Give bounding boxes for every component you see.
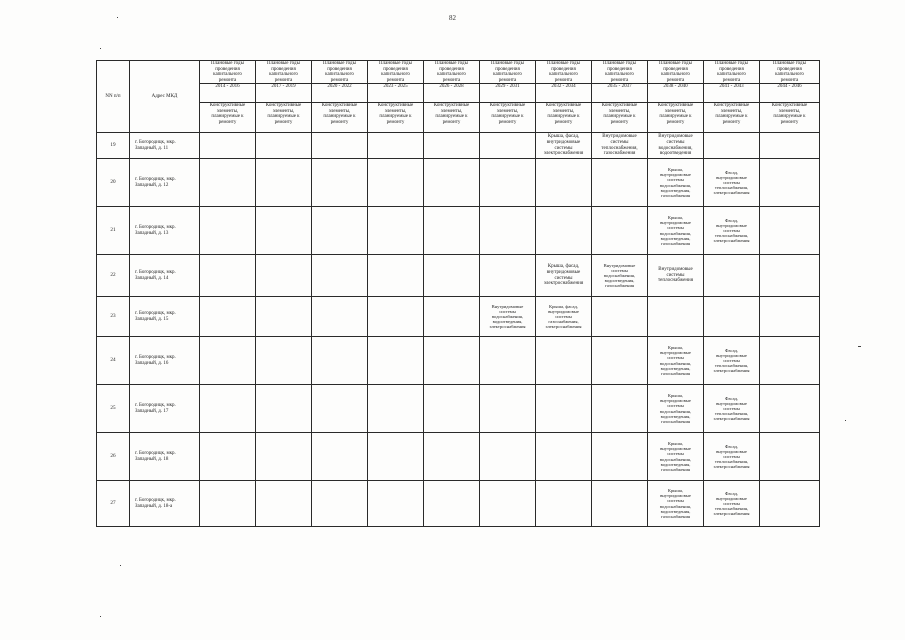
repair-elements-cell	[592, 297, 648, 337]
repair-elements-cell	[592, 207, 648, 255]
repair-elements-cell	[200, 159, 256, 207]
period-heading-text: Плановые годы проведения капитального ремонта	[547, 61, 580, 83]
period-years: 2026 - 2028	[424, 83, 479, 90]
repair-elements-cell	[200, 433, 256, 481]
repair-elements-cell	[424, 337, 480, 385]
repair-elements-cell	[424, 481, 480, 527]
repair-elements-cell: Внутридомовые системы теплоснабжения	[648, 255, 704, 297]
repair-elements-cell	[480, 385, 536, 433]
period-header-0	[200, 61, 256, 103]
repair-elements-cell	[536, 337, 592, 385]
period-years: 2020 - 2022	[312, 83, 367, 90]
repair-elements-cell	[368, 481, 424, 527]
scan-speck	[858, 346, 861, 347]
repair-elements-cell	[424, 207, 480, 255]
table-row	[97, 133, 820, 159]
element-header-4: Конструктивные элементы, планируемые к ремонту	[424, 103, 480, 133]
element-header-7: Конструктивные элементы, планируемые к ремонту	[592, 103, 648, 133]
num-column-header: NN п/п	[97, 61, 130, 133]
element-header-8: Конструктивные элементы, планируемые к ремонту	[648, 103, 704, 133]
repair-elements-cell	[480, 433, 536, 481]
period-heading-text: Плановые годы проведения капитального ремонта	[379, 61, 412, 83]
period-header-7	[592, 61, 648, 103]
repair-elements-cell: Фасад, внутридомовые системы теплоснабжения, электроснабжения	[704, 385, 760, 433]
element-header-5: Конструктивные элементы, планируемые к ремонту	[480, 103, 536, 133]
row-number: 25	[97, 385, 130, 433]
repair-elements-cell	[368, 433, 424, 481]
repair-elements-cell: Фасад, внутридомовые системы теплоснабжения, электроснабжения	[704, 159, 760, 207]
repair-elements-cell: Крыша, фасад, внутридомовые системы электроснабжения	[536, 133, 592, 159]
repair-elements-cell: Фасад, внутридомовые системы теплоснабжения, электроснабжения	[704, 207, 760, 255]
repair-elements-cell	[312, 255, 368, 297]
repair-elements-cell	[760, 255, 820, 297]
table-row	[97, 481, 820, 527]
element-header-0: Конструктивные элементы, планируемые к ремонту	[200, 103, 256, 133]
period-heading-text: Плановые годы проведения капитального ремонта	[323, 61, 356, 83]
table-row	[97, 207, 820, 255]
period-heading-text: Плановые годы проведения капитального ремонта	[659, 61, 692, 83]
period-header-6	[536, 61, 592, 103]
period-years: 2032 - 2034	[536, 83, 591, 90]
repair-elements-cell	[480, 159, 536, 207]
row-address: г. Богородицк, мкр. Западный, д. 18	[130, 433, 200, 481]
repair-elements-cell	[256, 297, 312, 337]
table-row	[97, 159, 820, 207]
repair-elements-cell: Крыша, внутридомовые системы водоснабжения, водоотведения, газоснабжения	[648, 433, 704, 481]
repair-elements-cell	[368, 337, 424, 385]
page-number: 82	[449, 14, 456, 22]
repair-elements-cell	[592, 159, 648, 207]
element-header-10: Конструктивные элементы, планируемые к ремонту	[760, 103, 820, 133]
repair-elements-cell: Крыша, внутридомовые системы водоснабжения, водоотведения, газоснабжения	[648, 385, 704, 433]
repair-elements-cell	[200, 133, 256, 159]
repair-elements-cell	[424, 133, 480, 159]
repair-elements-cell	[424, 433, 480, 481]
row-address: г. Богородицк, мкр. Западный, д. 16	[130, 337, 200, 385]
period-header-3	[368, 61, 424, 103]
repair-elements-cell	[760, 481, 820, 527]
element-header-1: Конструктивные элементы, планируемые к ремонту	[256, 103, 312, 133]
repair-elements-cell	[368, 133, 424, 159]
repair-elements-cell	[424, 159, 480, 207]
repair-elements-cell	[536, 481, 592, 527]
repair-elements-cell: Крыша, фасад, внутридомовые системы газоснабжения, электроснабжения	[536, 297, 592, 337]
repair-elements-cell	[200, 385, 256, 433]
period-header-5	[480, 61, 536, 103]
repair-elements-cell	[256, 207, 312, 255]
repair-elements-cell	[368, 255, 424, 297]
repair-elements-cell	[536, 385, 592, 433]
repair-elements-cell	[536, 433, 592, 481]
period-heading-text: Плановые годы проведения капитального ремонта	[435, 61, 468, 83]
row-number: 19	[97, 133, 130, 159]
address-column-header: Адрес МКД	[130, 61, 200, 133]
table-row	[97, 297, 820, 337]
period-heading-text: Плановые годы проведения капитального ремонта	[773, 61, 806, 83]
repair-elements-cell	[200, 297, 256, 337]
repair-elements-cell	[256, 133, 312, 159]
repair-elements-cell	[592, 481, 648, 527]
repair-elements-cell	[256, 337, 312, 385]
row-address: г. Богородицк, мкр. Западный, д. 14	[130, 255, 200, 297]
table-row	[97, 255, 820, 297]
repair-elements-cell	[480, 481, 536, 527]
row-address: г. Богородицк, мкр. Западный, д. 18-а	[130, 481, 200, 527]
repair-elements-cell	[424, 385, 480, 433]
repair-elements-cell	[424, 255, 480, 297]
repair-elements-cell	[760, 337, 820, 385]
row-number: 23	[97, 297, 130, 337]
repair-elements-cell	[760, 385, 820, 433]
repair-elements-cell: Внутридомовые системы водоснабжения, водоотведения	[648, 133, 704, 159]
repair-elements-cell	[704, 297, 760, 337]
repair-elements-cell	[480, 133, 536, 159]
repair-elements-cell	[704, 255, 760, 297]
scan-speck	[100, 616, 101, 617]
repair-elements-cell	[760, 159, 820, 207]
period-years: 2017 - 2019	[256, 83, 311, 90]
repair-elements-cell: Фасад, внутридомовые системы теплоснабжения, электроснабжения	[704, 433, 760, 481]
scan-speck	[845, 420, 846, 421]
period-heading-text: Плановые годы проведения капитального ремонта	[267, 61, 300, 83]
period-header-10	[760, 61, 820, 103]
row-address: г. Богородицк, мкр. Западный, д. 15	[130, 297, 200, 337]
period-header-9	[704, 61, 760, 103]
repair-elements-cell	[424, 297, 480, 337]
repair-elements-cell	[760, 433, 820, 481]
scan-speck	[120, 565, 121, 566]
period-years: 2044 - 2046	[760, 83, 819, 90]
repair-elements-cell	[312, 133, 368, 159]
repair-elements-cell: Внутридомовые системы водоснабжения, водоотведения, газоснабжения	[592, 255, 648, 297]
repair-elements-cell	[648, 297, 704, 337]
repair-elements-cell	[312, 159, 368, 207]
repair-elements-cell	[536, 159, 592, 207]
row-address: г. Богородицк, мкр. Западный, д. 17	[130, 385, 200, 433]
repair-elements-cell	[256, 481, 312, 527]
repair-elements-cell	[312, 207, 368, 255]
row-number: 24	[97, 337, 130, 385]
repair-elements-cell	[760, 207, 820, 255]
repair-elements-cell: Крыша, внутридомовые системы водоснабжения, водоотведения, газоснабжения	[648, 207, 704, 255]
repair-elements-cell	[200, 207, 256, 255]
row-address: г. Богородицк, мкр. Западный, д. 11	[130, 133, 200, 159]
period-heading-text: Плановые годы проведения капитального ремонта	[491, 61, 524, 83]
repair-elements-cell	[312, 337, 368, 385]
repair-elements-cell	[480, 255, 536, 297]
period-years: 2035 - 2037	[592, 83, 647, 90]
repair-elements-cell	[480, 207, 536, 255]
table-row	[97, 337, 820, 385]
row-address: г. Богородицк, мкр. Западный, д. 13	[130, 207, 200, 255]
repair-elements-cell: Крыша, внутридомовые системы водоснабжения, водоотведения, газоснабжения	[648, 481, 704, 527]
period-years: 2014 - 2016	[200, 83, 255, 90]
repair-elements-cell	[368, 385, 424, 433]
repair-elements-cell	[312, 297, 368, 337]
repair-elements-cell: Крыша, внутридомовые системы водоснабжения, водоотведения, газоснабжения	[648, 337, 704, 385]
repair-elements-cell: Внутридомовые системы теплоснабжения, газоснабжения	[592, 133, 648, 159]
period-header-1	[256, 61, 312, 103]
repair-elements-cell	[760, 297, 820, 337]
period-header-8	[648, 61, 704, 103]
repair-elements-cell: Внутридомовые системы водоснабжения, водоотведения, электроснабжения	[480, 297, 536, 337]
repair-elements-cell	[312, 481, 368, 527]
repair-elements-cell	[368, 159, 424, 207]
table-row	[97, 385, 820, 433]
repair-elements-cell	[760, 133, 820, 159]
row-number: 22	[97, 255, 130, 297]
element-header-6: Конструктивные элементы, планируемые к ремонту	[536, 103, 592, 133]
row-number: 26	[97, 433, 130, 481]
repair-elements-cell	[592, 433, 648, 481]
repair-elements-cell	[256, 433, 312, 481]
repair-elements-cell	[200, 337, 256, 385]
row-number: 27	[97, 481, 130, 527]
element-header-9: Конструктивные элементы, планируемые к ремонту	[704, 103, 760, 133]
repair-elements-cell	[368, 297, 424, 337]
period-header-4	[424, 61, 480, 103]
table-row	[97, 433, 820, 481]
scan-speck	[100, 48, 101, 49]
period-heading-text: Плановые годы проведения капитального ремонта	[715, 61, 748, 83]
period-years: 2038 - 2040	[648, 83, 703, 90]
period-heading-text: Плановые годы проведения капитального ремонта	[603, 61, 636, 83]
period-years: 2041 - 2043	[704, 83, 759, 90]
repair-elements-cell	[312, 385, 368, 433]
period-years: 2029 - 2031	[480, 83, 535, 90]
repair-elements-cell: Крыша, внутридомовые системы водоснабжения, водоотведения, газоснабжения	[648, 159, 704, 207]
capital-repair-schedule-table	[96, 60, 820, 527]
row-number: 21	[97, 207, 130, 255]
repair-elements-cell	[592, 385, 648, 433]
repair-elements-cell	[256, 255, 312, 297]
repair-elements-cell	[200, 255, 256, 297]
repair-elements-cell: Фасад, внутридомовые системы теплоснабжения, электроснабжения	[704, 481, 760, 527]
row-number: 20	[97, 159, 130, 207]
element-header-2: Конструктивные элементы, планируемые к ремонту	[312, 103, 368, 133]
repair-elements-cell: Фасад, внутридомовые системы теплоснабжения, электроснабжения	[704, 337, 760, 385]
repair-elements-cell	[256, 159, 312, 207]
period-years: 2023 - 2025	[368, 83, 423, 90]
element-header-3: Конструктивные элементы, планируемые к ремонту	[368, 103, 424, 133]
repair-elements-cell	[200, 481, 256, 527]
repair-elements-cell	[256, 385, 312, 433]
repair-elements-cell: Крыша, фасад, внутридомовые системы электроснабжения	[536, 255, 592, 297]
period-header-2	[312, 61, 368, 103]
repair-elements-cell	[704, 133, 760, 159]
repair-elements-cell	[536, 207, 592, 255]
scan-speck	[117, 17, 118, 18]
repair-elements-cell	[368, 207, 424, 255]
row-address: г. Богородицк, мкр. Западный, д. 12	[130, 159, 200, 207]
repair-elements-cell	[312, 433, 368, 481]
period-heading-text: Плановые годы проведения капитального ремонта	[211, 61, 244, 83]
repair-elements-cell	[592, 337, 648, 385]
repair-elements-cell	[480, 337, 536, 385]
